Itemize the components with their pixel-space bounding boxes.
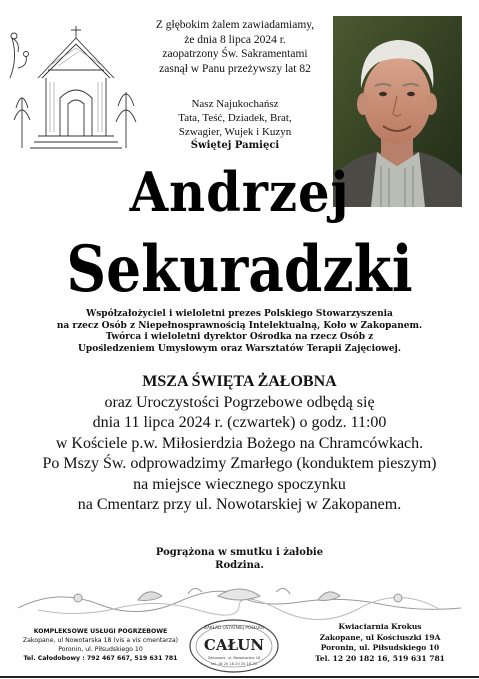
funeral-services-address-1: Zakopane, ul Nowotarska 18 (vis a vis cmentarza)	[22, 637, 179, 644]
mass-line: dnia 11 lipca 2024 r. (czwartek) o godz. 11:00	[92, 414, 387, 431]
logo-sub-1: Zakopane, ul. Nowotarska 18	[207, 656, 261, 660]
intro-line: Z głębokim żalem zawiadamiamy,	[155, 19, 315, 31]
calun-logo	[188, 618, 280, 674]
logo-sub-2: tel. 18 20 18 20 20 18 20	[211, 662, 257, 666]
mass-line: na Cmentarz przy ul. Nowotarskiej w Zakopanem.	[77, 496, 402, 513]
bio-line: Twórca i wieloletni dyrektor Ośrodka na rzecz Osób z	[105, 332, 374, 342]
intro-line: zaopatrzony Św. Sakramentami	[162, 48, 308, 60]
family-relations	[140, 97, 330, 139]
mass-title: MSZA ŚWIĘTA ŻAŁOBNA	[142, 373, 337, 390]
family-line: Tata, Teść, Dziadek, Brat,	[178, 112, 292, 124]
mass-line: Po Mszy Św. odprowadzimy Zmarłego (konduktem pieszym)	[42, 455, 437, 472]
bio-line: na rzecz Osób z Niepełnosprawnością Intelektualną, Koło w Zakopanem.	[56, 320, 423, 331]
in-memoriam-label: Świętej Pamięci	[190, 140, 280, 151]
funeral-services-title: KOMPLEKSOWE USŁUGI POGRZEBOWE	[33, 628, 168, 635]
bottom-border	[0, 676, 479, 678]
grief-line-2: Rodzina.	[215, 560, 264, 571]
florist-info	[286, 622, 474, 664]
grieving-family-signature	[10, 546, 469, 572]
logo-ring-text: ZAKŁAD OSTATNIEJ POSŁUGI	[204, 625, 264, 630]
mass-line: na miejsce wiecznego spoczynku	[133, 475, 346, 493]
bio-line: Upośledzeniem Umysłowym oraz Warsztatów Terapii Zajęciowej.	[78, 343, 401, 354]
florist-title: Kwiaciarnia Krokus	[338, 622, 422, 631]
funeral-services-info	[8, 627, 193, 663]
bio-line: Współzałożyciel i wieloletni prezes Polskiego Stowarzyszenia	[86, 309, 393, 319]
first-name: Andrzej	[129, 160, 350, 224]
death-announcement-intro	[140, 18, 330, 76]
intro-line: że dnia 8 lipca 2024 r.	[184, 33, 286, 46]
mass-line: oraz Uroczystości Pogrzebowe odbędą się	[104, 393, 375, 411]
floral-ornament-divider	[18, 582, 461, 622]
florist-address-1: Zakopane, ul Kościuszki 19A	[319, 632, 441, 642]
intro-line: zasnął w Panu przeżywszy lat 82	[159, 62, 311, 75]
florist-phone: Tel. 12 20 182 16, 519 631 781	[315, 653, 445, 663]
chapel-sketch-illustration	[8, 8, 138, 158]
funeral-services-address-2: Poronin, ul. Piłsudskiego 10	[58, 646, 143, 653]
biography	[22, 309, 457, 355]
grief-line-1: Pogrążona w smutku i żałobie	[155, 547, 324, 558]
funeral-services-phone: Tel. Całodobowy : 792 467 667, 519 631 781	[23, 655, 178, 662]
family-line: Nasz Najukochańsz	[191, 98, 279, 110]
florist-address-2: Poronin, ul. Piłsudskiego 10	[320, 643, 440, 652]
last-name: Sekuradzki	[66, 232, 413, 307]
funeral-mass-details	[10, 372, 469, 516]
mass-line: w Kościele p.w. Miłosierdzia Bożego na Chramcówkach.	[55, 434, 424, 452]
family-line: Szwagier, Wujek i Kuzyn	[178, 126, 292, 138]
logo-name: CAŁUN	[203, 636, 265, 654]
